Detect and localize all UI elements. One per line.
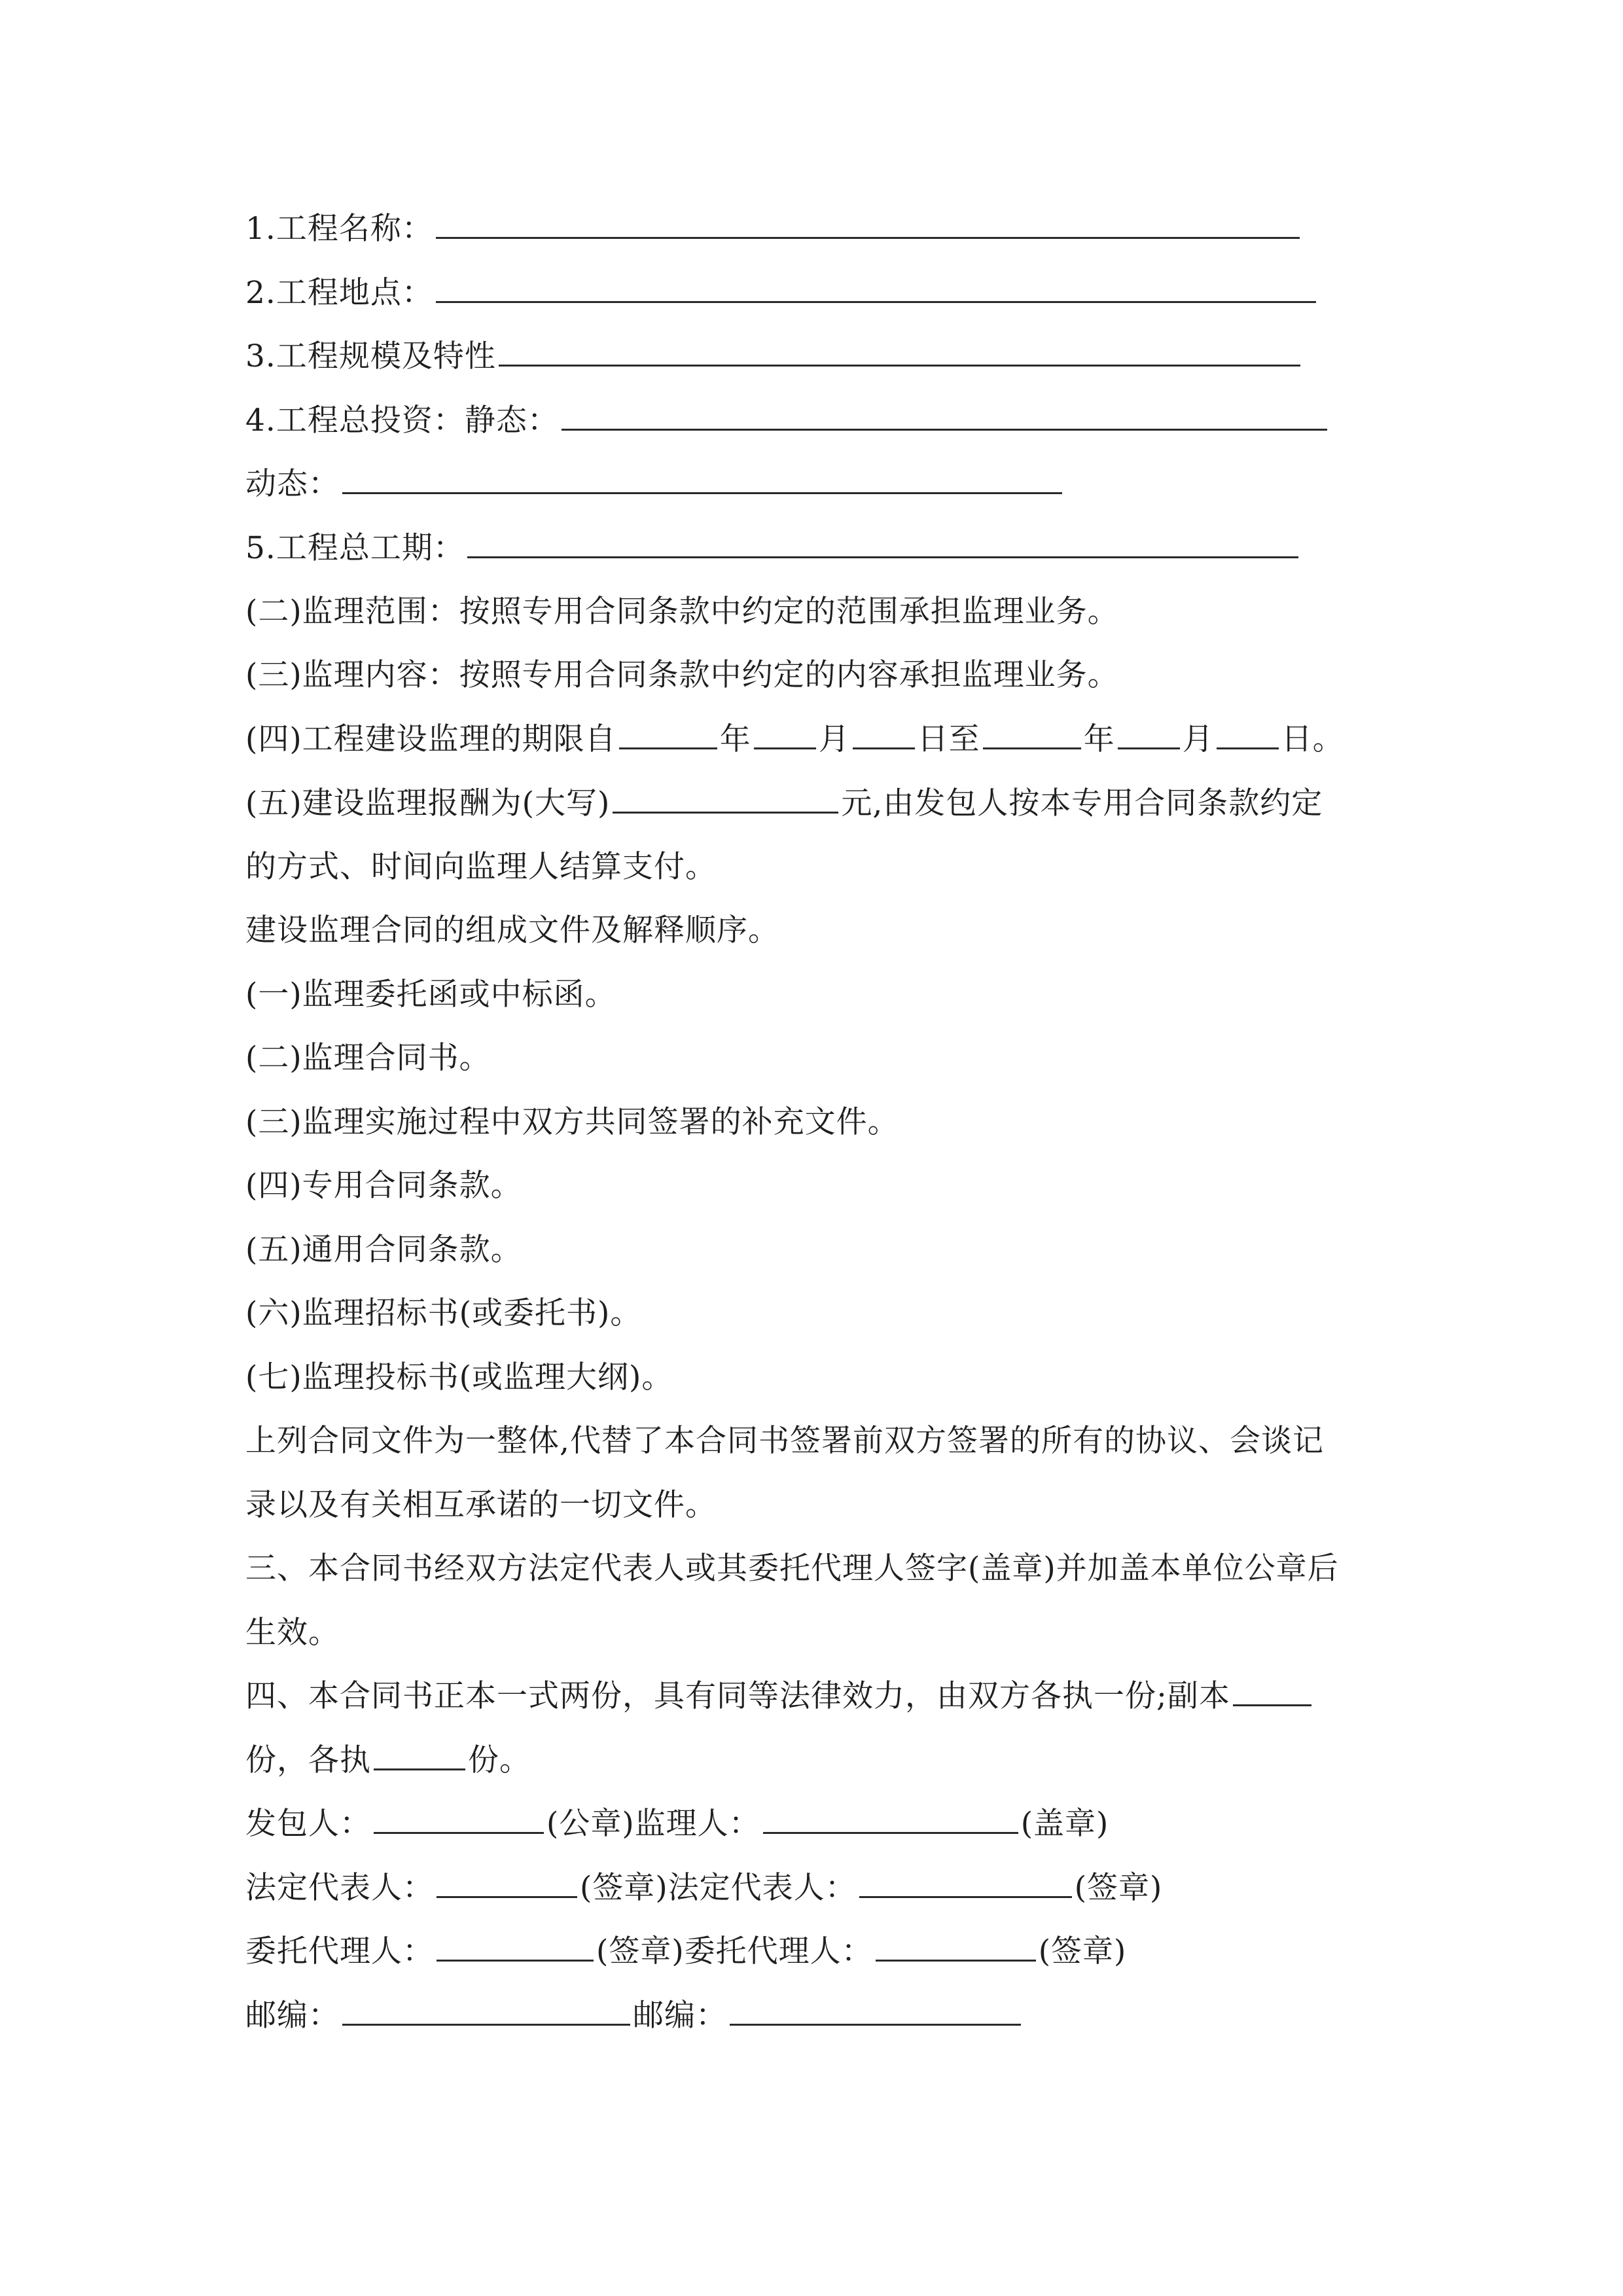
blank-line xyxy=(754,716,816,749)
copies-text: 份。 xyxy=(468,1742,531,1778)
signature-label: 监理人： xyxy=(634,1806,760,1842)
fee-suffix: 元,由发包人按本专用合同条款约定 xyxy=(841,785,1323,821)
field-label: 4.工程总投资：静态： xyxy=(245,403,559,439)
period-month: 月 xyxy=(818,721,850,757)
blank-line xyxy=(467,525,1298,558)
period-day: 日。 xyxy=(1281,721,1344,757)
composition-item: (六)监理招标书(或委托书)。 xyxy=(245,1295,642,1331)
effect-clause-line1: 三、本合同书经双方法定代表人或其委托代理人签字(盖章)并加盖本单位公章后 xyxy=(245,1551,1339,1587)
signature-label: 委托代理人： xyxy=(245,1933,434,1969)
blank-line xyxy=(374,1737,465,1770)
clause-scope: (二)监理范围：按照专用合同条款中约定的范围承担监理业务。 xyxy=(245,594,1119,630)
whole-clause-line2: 录以及有关相互承诺的一切文件。 xyxy=(245,1487,717,1523)
copies-clause-line1 xyxy=(245,1670,1314,1723)
copies-text: 份，各执 xyxy=(245,1742,371,1778)
whole-clause-line1: 上列合同文件为一整体,代替了本合同书签署前双方签署的所有的协议、会谈记 xyxy=(245,1423,1324,1459)
signature-label: 委托代理人： xyxy=(684,1933,873,1969)
signature-row-parties xyxy=(245,1798,1109,1850)
blank-line xyxy=(876,1928,1036,1962)
blank-line xyxy=(763,1801,1018,1834)
seal-label: (签章) xyxy=(1074,1870,1163,1906)
seal-label: (签章) xyxy=(580,1870,668,1906)
signature-label: 邮编： xyxy=(633,1998,727,2034)
signature-label: 法定代表人： xyxy=(245,1870,434,1906)
blank-line xyxy=(613,780,838,814)
composition-item: (一)监理委托函或中标函。 xyxy=(245,977,616,1013)
signature-row-agent xyxy=(245,1926,1126,1978)
blank-line xyxy=(499,333,1300,367)
signature-row-legal-rep xyxy=(245,1862,1162,1914)
seal-label: (盖章) xyxy=(1020,1806,1109,1842)
blank-line xyxy=(562,397,1327,431)
blank-line xyxy=(342,1992,630,2026)
copies-clause-line2 xyxy=(245,1734,531,1787)
fee-prefix: (五)建设监理报酬为(大写) xyxy=(245,785,611,821)
field-project-location xyxy=(245,267,1319,319)
period-day: 日至 xyxy=(917,721,980,757)
blank-line xyxy=(853,716,915,749)
blank-line xyxy=(342,461,1062,494)
effect-clause-line2: 生效。 xyxy=(245,1615,340,1651)
blank-line xyxy=(1118,716,1180,749)
seal-label: (签章) xyxy=(1038,1933,1127,1969)
field-project-scale xyxy=(245,331,1303,383)
composition-item: (四)专用合同条款。 xyxy=(245,1168,522,1204)
clause-fee xyxy=(245,778,1323,830)
composition-item: (五)通用合同条款。 xyxy=(245,1232,522,1268)
blank-line xyxy=(619,716,717,749)
clause-content: (三)监理内容：按照专用合同条款中约定的内容承担监理业务。 xyxy=(245,657,1119,693)
field-label: 1.工程名称： xyxy=(245,211,433,247)
blank-line xyxy=(437,1865,577,1898)
blank-line xyxy=(437,1928,594,1962)
signature-label: 邮编： xyxy=(245,1998,340,2034)
seal-label: (公章) xyxy=(546,1806,635,1842)
period-year: 年 xyxy=(1083,721,1115,757)
clause-period xyxy=(245,713,1344,766)
period-month: 月 xyxy=(1182,721,1214,757)
blank-line xyxy=(859,1865,1072,1898)
blank-line xyxy=(730,1992,1021,2026)
field-label: 2.工程地点： xyxy=(245,275,433,311)
seal-label: (签章) xyxy=(596,1933,685,1969)
field-project-name xyxy=(245,203,1302,255)
field-investment-dynamic xyxy=(245,458,1065,511)
field-duration xyxy=(245,522,1301,575)
field-label: 5.工程总工期： xyxy=(245,530,465,566)
period-year: 年 xyxy=(719,721,751,757)
field-label: 动态： xyxy=(245,466,340,502)
composition-item: (七)监理投标书(或监理大纲)。 xyxy=(245,1359,673,1395)
blank-line xyxy=(1233,1673,1311,1706)
signature-label: 法定代表人： xyxy=(668,1870,857,1906)
copies-text: 四、本合同书正本一式两份，具有同等法律效力，由双方各执一份;副本 xyxy=(245,1678,1230,1714)
period-prefix: (四)工程建设监理的期限自 xyxy=(245,721,616,757)
composition-item: (二)监理合同书。 xyxy=(245,1040,491,1076)
blank-line xyxy=(436,270,1316,303)
blank-line xyxy=(983,716,1081,749)
signature-label: 发包人： xyxy=(245,1806,371,1842)
clause-fee-continued: 的方式、时间向监理人结算支付。 xyxy=(245,849,717,885)
composition-item: (三)监理实施过程中双方共同签署的补充文件。 xyxy=(245,1104,899,1140)
blank-line xyxy=(374,1801,544,1834)
blank-line xyxy=(1217,716,1279,749)
field-label: 3.工程规模及特性 xyxy=(245,338,496,374)
signature-row-postcode xyxy=(245,1990,1024,2042)
composition-heading: 建设监理合同的组成文件及解释顺序。 xyxy=(245,912,779,948)
blank-line xyxy=(436,206,1300,239)
field-investment-static xyxy=(245,395,1330,447)
